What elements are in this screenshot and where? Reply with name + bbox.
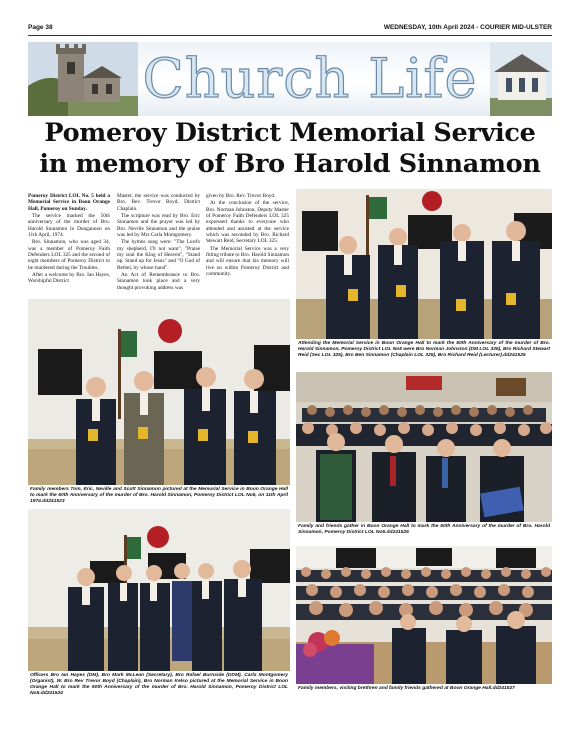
caption-congregation: Family members, visiting brethren and family friends gathered at Boon Orange Hall.dd241527 <box>298 686 515 691</box>
photo-officers-image <box>28 509 290 671</box>
section-banner <box>28 42 552 116</box>
photo-family-friends-gather <box>296 372 552 522</box>
dateline: WEDNESDAY, 10th April 2024 - COURIER MID-ULSTER <box>383 24 552 31</box>
article-column-3 <box>206 193 289 278</box>
photo-family-friends-gather-image <box>296 372 552 522</box>
page-number: Page 38 <box>28 24 53 31</box>
caption-family-members: Family members Tom, Eric, Neville and Scott Sinnamon pictured at the Memorial Service in Boon Orange Hall to mark the 50th Anniversary of the murder of Bro. Harold Sinnamon, Pomeroy District LOL No5, on 11th April 1974.dd241523 <box>30 487 288 505</box>
page-header <box>28 22 552 34</box>
article-column-2 <box>117 193 200 292</box>
caption-officers: Officers Bro Ian Hayes (DM), Bro Mark McLean (Secretary), Bro Rafael Burnside (DDM), Carla Montgomery (Organist), W. Bro Rev Trevor Boyd (Chaplain), Bro Norman Kelso pictured at the Memorial Service in Boon Orange Hall to mark the 50th Anniversary of the murder of Bro. Harold Sinnamon, Pomeroy District LOL No5.dd241524 <box>30 673 288 697</box>
article-paragraph: The hymns sung were: "The Lord's my shepherd, I'll not want", "Praise my soul the King of Heaven", "Stand up, Stand up for Jesus" and "O God of Bethel, by whose hand". <box>117 239 200 271</box>
article-column-1 <box>28 193 110 286</box>
article-headline <box>28 118 552 180</box>
caption-attending-members: Attending the Memorial Service in Boon Orange Hall to mark the 50th Anniversary of the murder of Bro. Harold Sinnamon, Pomeroy District LOL No5 were Bro Norman Johnston (DM LOL 325), Bro Richard Stewart Reid (Sec LOL 325), Bro Ben Sinnamon (Chaplain LOL 325), Bro Richard Reid (Lecturer).dd241525 <box>298 341 550 359</box>
article-paragraph: The scripture was read by Bro. Eric Sinnamon and the prayer was led by Bro. Neville Sinnamon and the praise was led by Mrs Carla Montgomery. <box>117 213 200 239</box>
photo-family-members <box>28 299 290 485</box>
article-paragraph: After a welcome by Bro. Ian Hayes, Worshipful District <box>28 272 110 285</box>
article-paragraph: The service marked the 50th anniversary of the murder of Bro. Harold Sinnamon in Dungannon on 11th April, 1974. <box>28 213 110 239</box>
article-paragraph: Bro. Sinnamon, who was aged 34, was a member of Pomeroy Faith Defenders LOL 325 and the second of eight members of Pomeroy District to be murdered during the Troubles. <box>28 239 110 271</box>
article-paragraph: An Act of Remembrance to Bro. Sinnamon took place and a very thought provoking address was <box>117 272 200 291</box>
photo-congregation-image <box>296 546 552 684</box>
photo-family-members-image <box>28 299 290 485</box>
church-tower-image <box>28 42 138 116</box>
header-rule <box>28 35 552 36</box>
caption-family-friends-gather: Family and friends gather in Boon Orange Hall to mark the 50th Anniversary of the murder of Bro. Harold Sinnamon, Pomeroy District LOL No5.dd241526 <box>298 524 550 536</box>
article-paragraph: given by Bro. Rev. Trevor Boyd. <box>206 193 276 199</box>
article-paragraph: Master, the service was conducted by Bro. Rev. Trevor Boyd, District Chaplain. <box>117 193 200 212</box>
photo-officers <box>28 509 290 671</box>
article-paragraph: At the conclusion of the service, Bro. Norman Johnston, Deputy Master of Pomeroy Faith Defenders LOL 325 expressed thanks to everyone who attended and assisted at the service which was seconded by Bro. Richard Stewart Reid, Secretary LOL 325. <box>206 200 289 245</box>
church-building-image <box>490 42 552 116</box>
banner-title: Church Life <box>142 47 478 110</box>
article-lead: Pomeroy District LOL No. 5 held a Memorial Service in Boon Orange Hall, Pomeroy on Sunday. <box>28 193 110 212</box>
photo-attending-members <box>296 189 552 339</box>
article-paragraph: The Memorial Service was a very fitting tribute to Bro. Harold Sinnamon and will ensure that his memory will live on within Pomeroy District and community. <box>206 245 289 278</box>
headline-line-2: in memory of Bro Harold Sinnamon <box>39 149 541 179</box>
photo-congregation <box>296 546 552 684</box>
photo-attending-members-image <box>296 189 552 339</box>
headline-line-1: Pomeroy District Memorial Service <box>44 118 536 148</box>
